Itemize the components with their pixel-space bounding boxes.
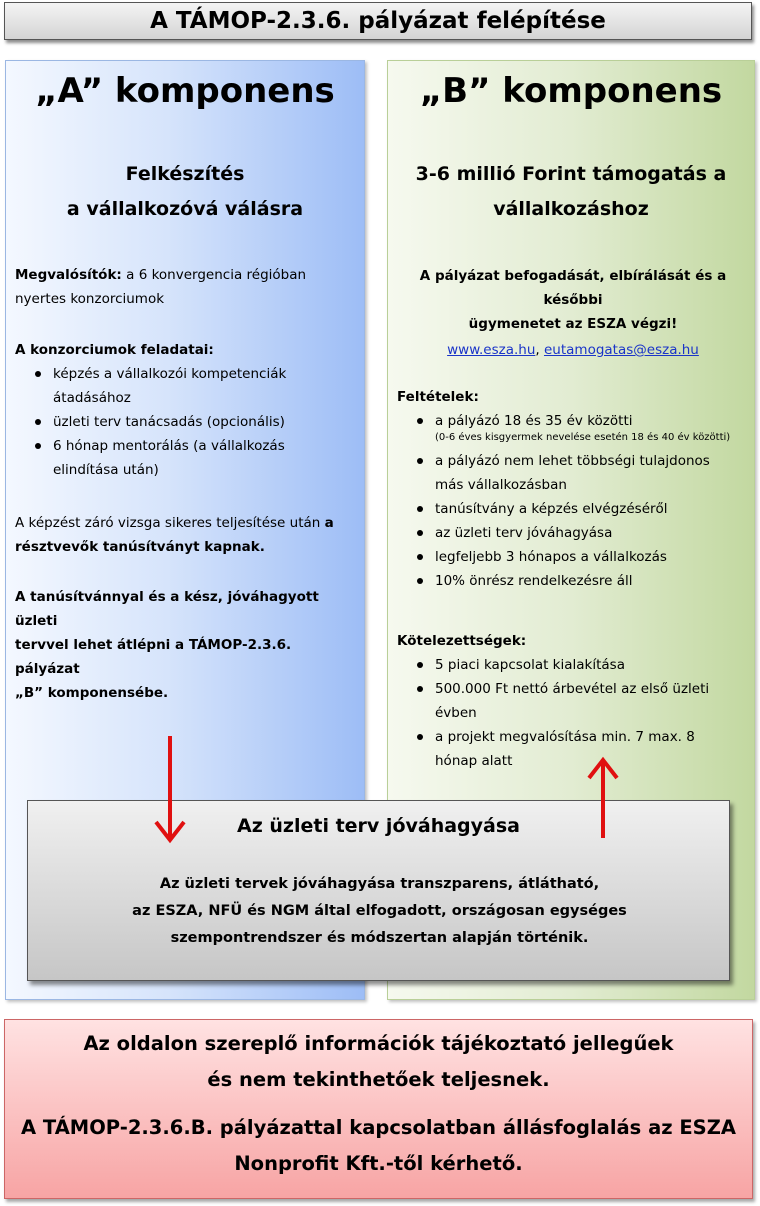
component-b-subtitle-line-1: 3-6 millió Forint támogatás a xyxy=(415,163,727,185)
conditions-label: Feltételek: xyxy=(397,389,479,405)
business-plan-approval-box xyxy=(27,800,730,981)
implementers-text-2: nyertes konzorciumok xyxy=(15,291,165,307)
conditions-list xyxy=(397,409,749,593)
consortium-tasks-list xyxy=(15,362,355,482)
list-item: képzés a vállalkozói kompetenciák átadásához xyxy=(33,362,355,410)
list-item: 500.000 Ft nettó árbevétel az első üzleti évben xyxy=(415,677,749,725)
component-b-title: „B” komponens xyxy=(419,71,723,111)
implementers-label: Megvalósítók: xyxy=(15,267,122,283)
approval-text: Az üzleti tervek jóváhagyása transzparens, átlátható, az ESZA, NFÜ és NGM által elfogadott, országosan egységes szempontrendszer és módszertan alapján történik. xyxy=(132,876,627,946)
component-a-title: „A” komponens xyxy=(35,71,335,111)
list-item: legfeljebb 3 hónapos a vállalkozás xyxy=(415,545,749,569)
component-a-subtitle-line-2: a vállalkozóvá válásra xyxy=(66,198,304,220)
disclaimer-line-1: Az oldalon szereplő információk tájékoztató jellegűek xyxy=(83,1032,674,1055)
page-title-bar xyxy=(4,2,752,40)
disclaimer-line-3: A TÁMOP-2.3.6.B. pályázattal kapcsolatban állásfoglalás az ESZA xyxy=(21,1116,736,1139)
list-item: 6 hónap mentorálás (a vállalkozás elindítása után) xyxy=(33,434,355,482)
list-item: 10% önrész rendelkezésre áll xyxy=(415,569,749,593)
links-row: www.esza.hu, eutamogatas@esza.hu xyxy=(447,342,699,358)
list-item: tanúsítvány a képzés elvégzéséről xyxy=(415,497,749,521)
list-item: a projekt megvalósítása min. 7 max. 8 hónap alatt xyxy=(415,725,749,773)
conditions-block xyxy=(397,385,749,593)
esza-email-link[interactable]: eutamogatas@esza.hu xyxy=(543,342,699,358)
arrow-down-icon xyxy=(150,734,190,846)
list-item: a pályázó nem lehet többségi tulajdonos más vállalkozásban xyxy=(415,449,749,497)
consortium-tasks-block xyxy=(15,338,355,482)
implementers-block xyxy=(15,263,355,311)
implementers-text-1: a 6 konvergencia régióban xyxy=(121,267,307,283)
disclaimer-line-2: és nem tekinthetőek teljesnek. xyxy=(207,1068,550,1091)
consortium-tasks-label: A konzorciumok feladatai: xyxy=(15,342,214,358)
certificate-paragraph: A tanúsítvánnyal és a kész, jóváhagyott üzleti tervvel lehet átlépni a TÁMOP-2.3.6. pályázat „B” komponensébe. xyxy=(15,589,319,701)
esza-website-link[interactable]: www.esza.hu xyxy=(447,342,536,358)
component-b-subtitle xyxy=(388,157,754,227)
list-item: az üzleti terv jóváhagyása xyxy=(415,521,749,545)
list-item: a pályázó 18 és 35 év közötti (0-6 éves kisgyermek nevelése esetén 18 és 40 év közötti) xyxy=(415,409,749,445)
list-item: 5 piaci kapcsolat kialakítása xyxy=(415,653,749,677)
component-b-subtitle-line-2: vállalkozáshoz xyxy=(493,198,649,220)
page-title: A TÁMOP-2.3.6. pályázat felépítése xyxy=(150,8,606,34)
esza-note: A pályázat befogadását, elbírálását és a későbbi ügymenetet az ESZA végzi! xyxy=(419,268,727,332)
approval-title: Az üzleti terv jóváhagyása xyxy=(237,815,520,837)
component-a-subtitle xyxy=(6,157,364,227)
component-a-subtitle-line-1: Felkészítés xyxy=(125,163,245,185)
obligations-block xyxy=(397,629,749,773)
age-note: (0-6 éves kisgyermek nevelése esetén 18 és 40 év közötti) xyxy=(435,432,731,443)
list-item: üzleti terv tanácsadás (opcionális) xyxy=(33,410,355,434)
disclaimer-box xyxy=(4,1019,753,1199)
arrow-up-icon xyxy=(583,756,623,840)
exam-paragraph: A képzést záró vizsga sikeres teljesítése után a résztvevők tanúsítványt kapnak. xyxy=(15,515,334,555)
obligations-label: Kötelezettségek: xyxy=(397,633,527,649)
disclaimer-line-4: Nonprofit Kft.-től kérhető. xyxy=(234,1152,523,1175)
obligations-list xyxy=(397,653,749,773)
